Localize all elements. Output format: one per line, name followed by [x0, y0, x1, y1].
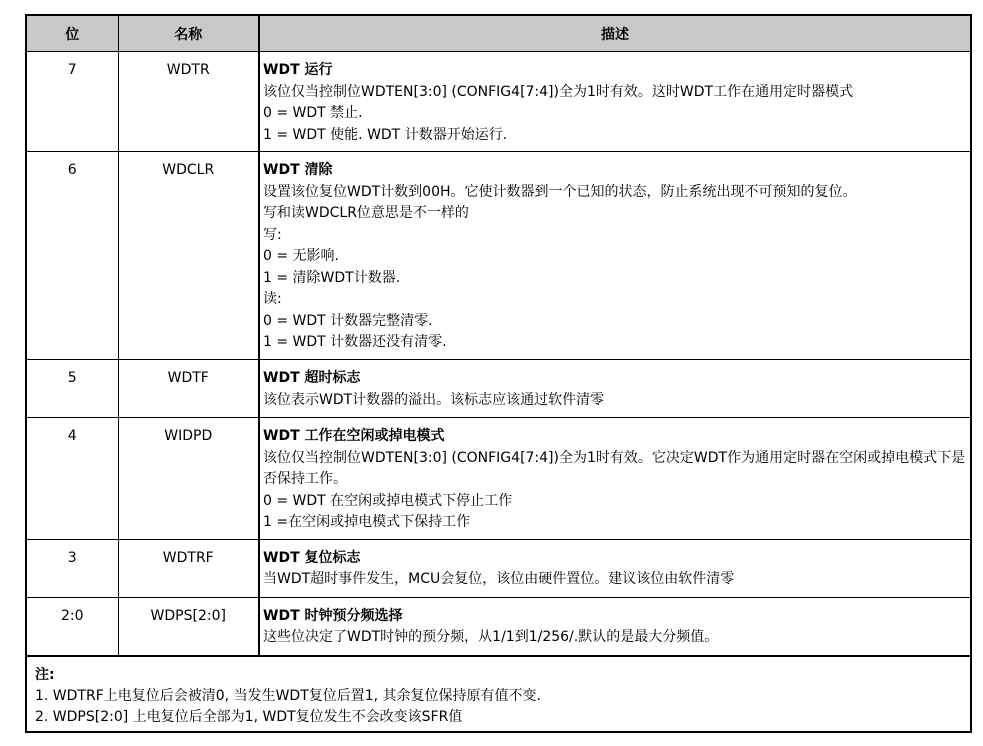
note-item: 2. WDPS[2:0] 上电复位后全部为1, WDT复位发生不会改变该SFR值: [35, 708, 463, 725]
description-line: 该位仅当控制位WDTEN[3:0] (CONFIG4[7:4])全为1时有效。它决定WDT作为通用定时器在空闲或掉电模式下是否保持工作。: [263, 449, 966, 487]
description-line: 1 = WDT 计数器还没有清零.: [263, 334, 447, 350]
note-item: 1. WDTRF上电复位后会被清0, 当发生WDT复位后置1, 其余复位保持原有值不变.: [35, 687, 542, 704]
field-title: WDT 清除: [263, 162, 333, 178]
bit-cell: 2:0: [27, 597, 118, 655]
description-line: 当WDT超时事件发生，MCU会复位，该位由硬件置位。建议该位由软件清零: [263, 571, 735, 587]
table-row: [27, 539, 970, 597]
table-row: [27, 418, 970, 540]
description-line: 0 = WDT 禁止.: [263, 105, 363, 121]
field-title: WDT 复位标志: [263, 549, 361, 566]
table-row: [27, 52, 970, 152]
field-title: WDT 运行: [263, 62, 333, 78]
description-line: 1 =在空闲或掉电模式下保持工作: [263, 514, 471, 530]
table-row: [27, 152, 970, 360]
field-title: WDT 工作在空闲或掉电模式: [263, 428, 445, 444]
field-title: WDT 超时标志: [263, 370, 361, 386]
description-cell: [259, 152, 970, 360]
notes-section: [27, 656, 970, 732]
bit-cell: 5: [27, 360, 118, 418]
table-row: [27, 597, 970, 655]
bit-cell: 4: [27, 418, 118, 540]
description-line: 1 = 清除WDT计数器.: [263, 269, 401, 286]
description-cell: [259, 360, 970, 418]
description-cell: [259, 418, 970, 540]
name-cell: WDCLR: [118, 152, 259, 360]
bit-cell: 3: [27, 539, 118, 597]
description-line: 该位表示WDT计数器的溢出。该标志应该通过软件清零: [263, 391, 605, 408]
name-cell: WIDPD: [118, 418, 259, 540]
description-line: 写和读WDCLR位意思是不一样的: [263, 205, 469, 221]
bit-cell: 7: [27, 52, 118, 152]
description-cell: [259, 597, 970, 655]
table-row: [27, 360, 970, 418]
name-cell: WDPS[2:0]: [118, 597, 259, 655]
field-title: WDT 时钟预分频选择: [263, 607, 403, 624]
description-line: 0 = WDT 在空闲或掉电模式下停止工作: [263, 492, 513, 509]
description-line: 该位仅当控制位WDTEN[3:0] (CONFIG4[7:4])全为1时有效。这时WDT工作在通用定时器模式: [263, 83, 854, 100]
table-header-row: [27, 16, 970, 52]
register-table-frame: [25, 14, 972, 733]
description-cell: [259, 52, 970, 152]
description-cell: [259, 539, 970, 597]
name-column-header: 名称: [118, 16, 259, 52]
description-line: 0 = 无影响.: [263, 248, 339, 264]
register-table: [27, 16, 970, 656]
description-column-header: 描述: [259, 16, 970, 52]
name-cell: WDTRF: [118, 539, 259, 597]
name-cell: WDTR: [118, 52, 259, 152]
description-line: 0 = WDT 计数器完整清零.: [263, 312, 433, 329]
notes-title: 注:: [35, 666, 55, 683]
description-line: 写:: [263, 226, 282, 243]
bit-cell: 6: [27, 152, 118, 360]
description-line: 这些位决定了WDT时钟的预分频，从1/1到1/256/.默认的是最大分频值。: [263, 629, 719, 645]
bit-column-header: 位: [27, 16, 118, 52]
description-line: 设置该位复位WDT计数到00H。它使计数器到一个已知的状态，防止系统出现不可预知的复位。: [263, 183, 857, 200]
description-line: 1 = WDT 使能. WDT 计数器开始运行.: [263, 126, 508, 143]
description-line: 读:: [263, 291, 282, 307]
name-cell: WDTF: [118, 360, 259, 418]
